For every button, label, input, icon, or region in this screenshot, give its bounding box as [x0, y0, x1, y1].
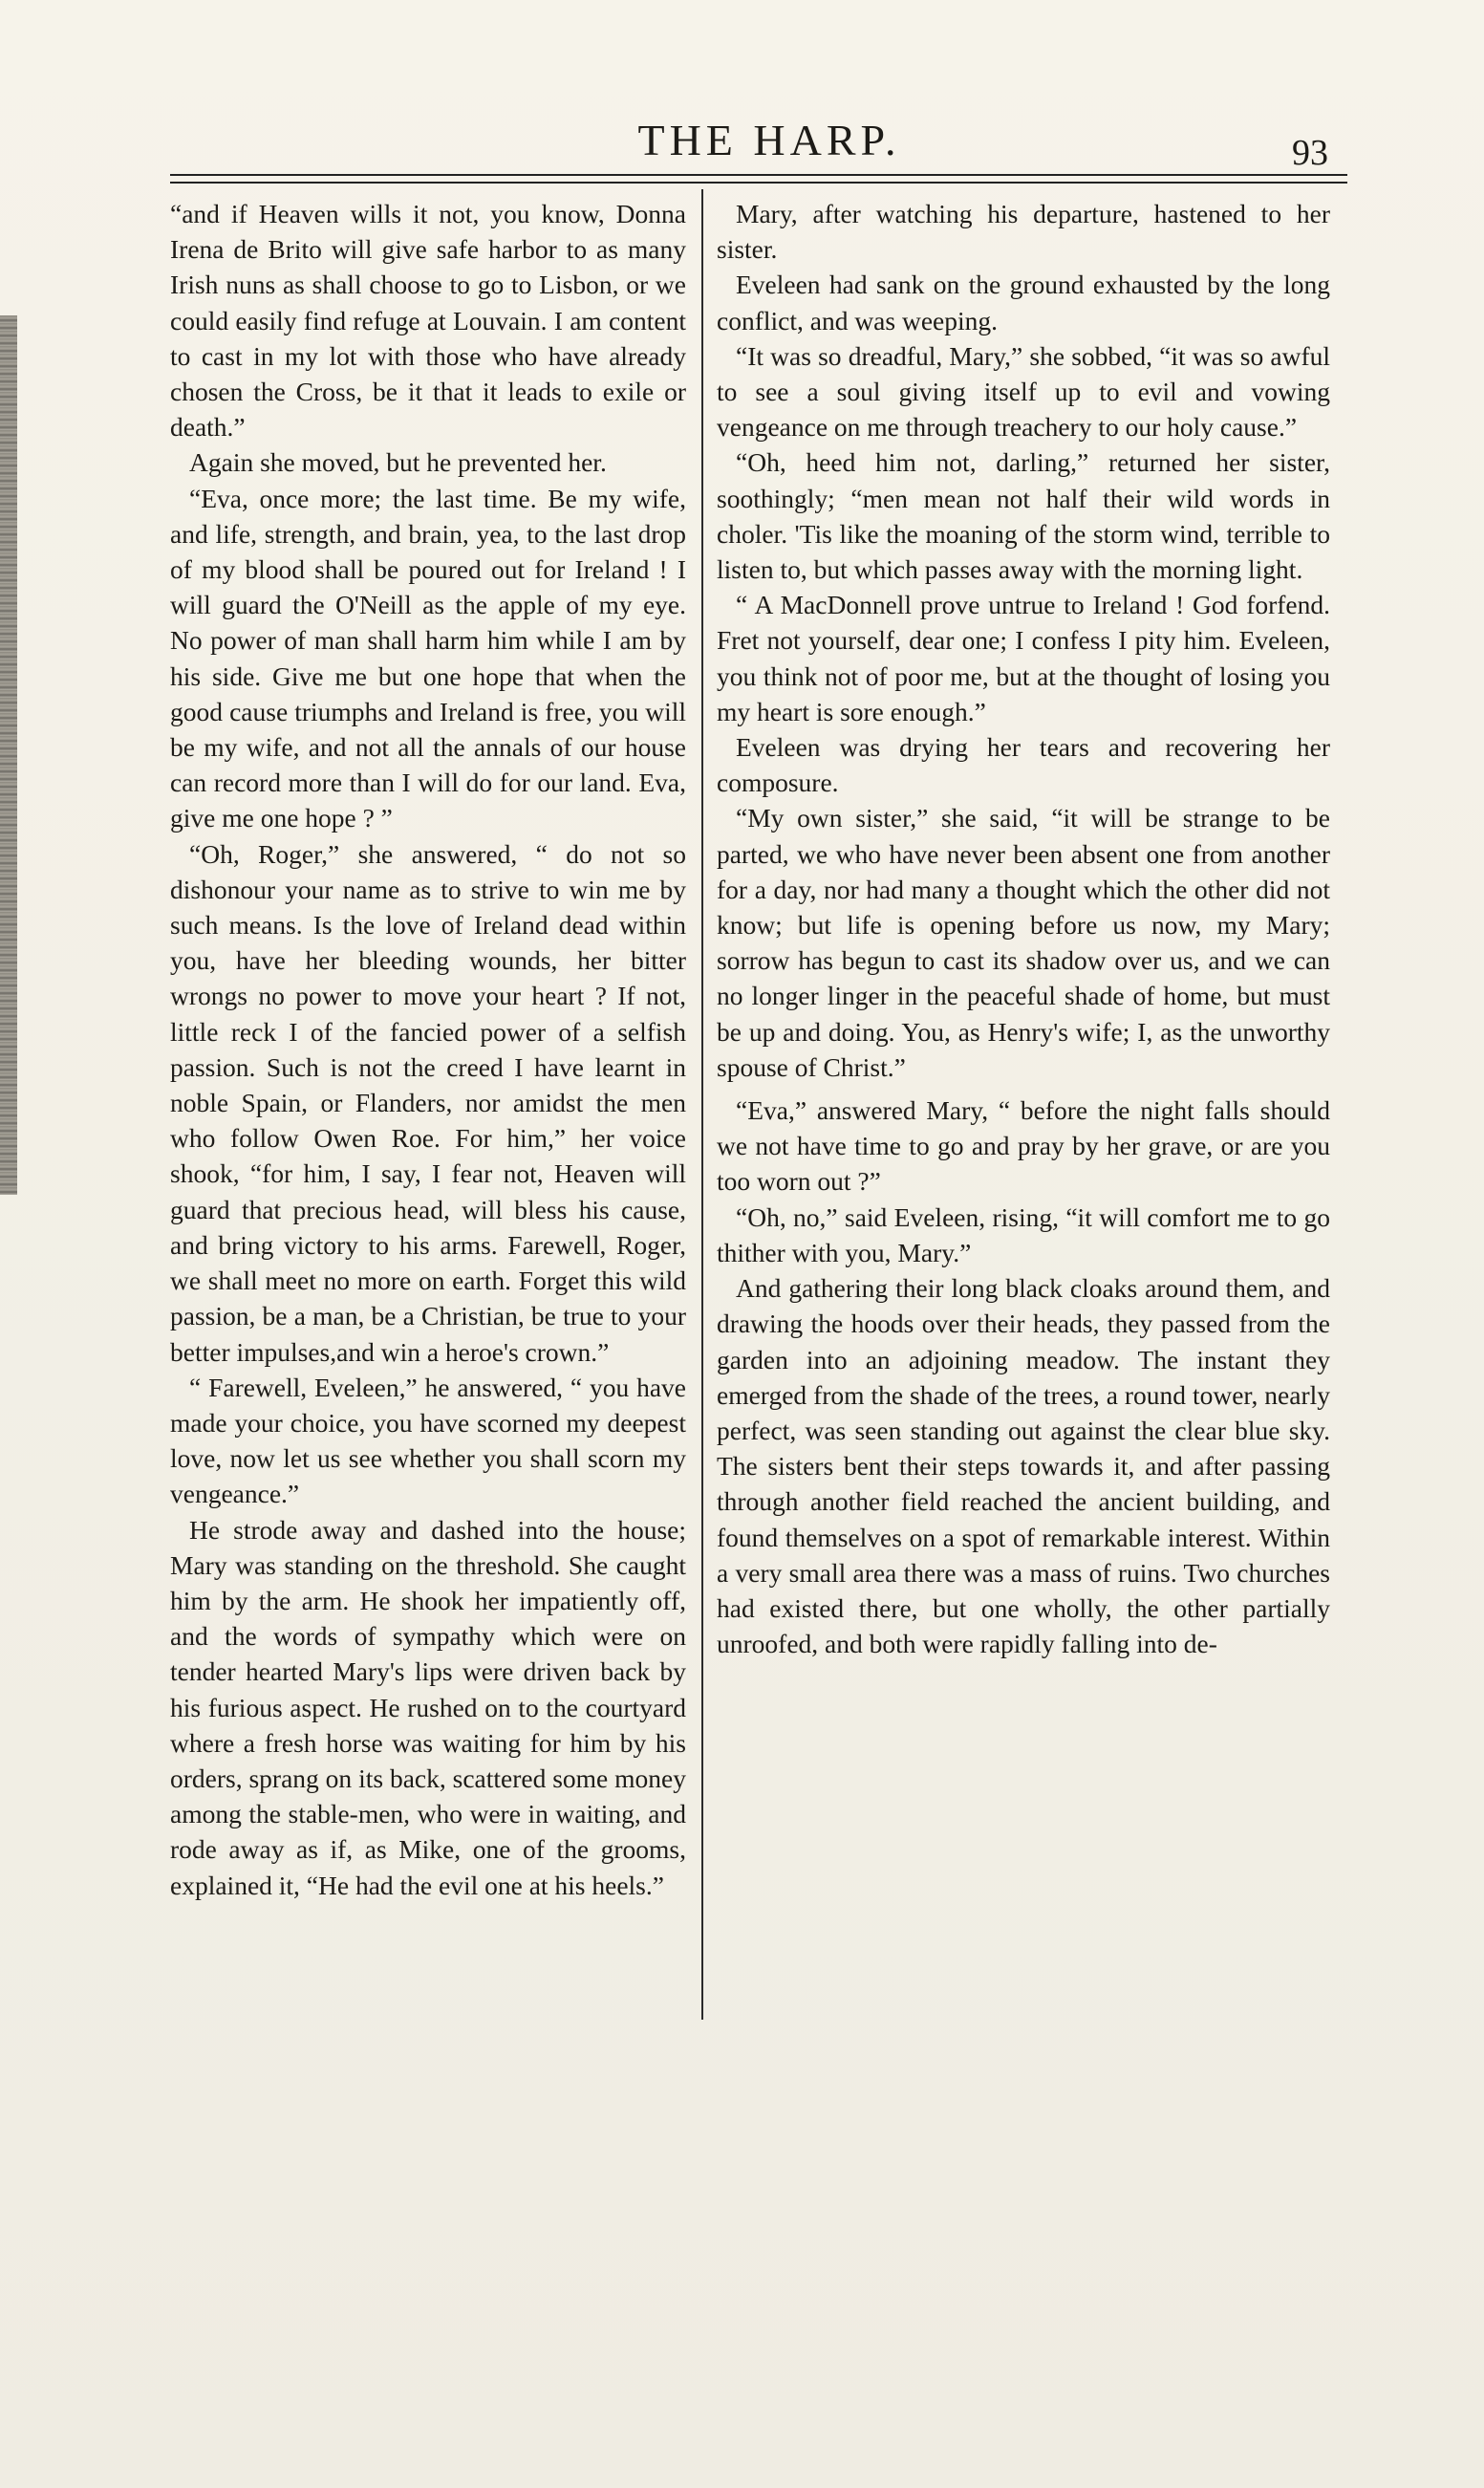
left-column — [170, 196, 686, 1903]
paragraph: “Eva,” answered Mary, “ before the night falls should we not have time to go and pray by her grave, or are you too worn out ?” — [717, 1095, 1330, 1197]
paragraph: “Eva, once more; the last time. Be my wife, and life, strength, and brain, yea, to the last drop of my blood shall be poured out for Ireland ! I will guard the O'Neill as the apple of my eye. No power of man shall harm him while I am by his side. Give me but one hope that when the good cause triumphs and Ireland is free, you will be my wife, and not all the annals of our house can record more than I will do for our land. Eva, give me one hope ? ” — [170, 483, 686, 833]
paragraph: “Oh, no,” said Eveleen, rising, “it will comfort me to go thither with you, Mary.” — [717, 1201, 1330, 1267]
page-header — [172, 113, 1347, 173]
paragraph: “Oh, heed him not, darling,” returned her sister, soothingly; “men mean not half their wild words in choler. 'Tis like the moaning of the storm wind, terrible to listen to, but which passes away with the morning light. — [717, 447, 1330, 585]
header-rule-top — [170, 174, 1347, 176]
page-number: 93 — [1292, 133, 1328, 173]
paragraph: And gathering their long black cloaks around them, and drawing the hoods over their heads, they passed from the garden into an adjoining meadow. The instant they emerged from the shade of the trees, a round tower, nearly perfect, was seen standing out against the clear blue sky. The sisters bent their steps towards it, and after passing through another field reached the ancient building, and found themselves on a spot of remarkable interest. Within a very small area there was a mass of ruins. Two churches had existed there, but one wholly, the other partially unroofed, and both were rapidly falling into de- — [717, 1273, 1330, 1659]
binding-edge — [0, 315, 17, 1195]
paragraph: “ Farewell, Eveleen,” he answered, “ you have made your choice, you have scorned my deepest love, now let us see whether you shall scorn my vengeance.” — [170, 1372, 686, 1509]
paragraph: Again she moved, but he prevented her. — [189, 447, 607, 478]
paragraph: “Oh, Roger,” she answered, “ do not so dishonour your name as to strive to win me by such means. Is the love of Ireland dead within you, have her bleeding wounds, her bitter wrongs no power to move your heart ? If not, little reck I of the fancied power of a selfish passion. Such is not the creed I have learnt in noble Spain, or Flanders, nor amidst the men who follow Owen Roe. For him,” her voice shook, “for him, I say, I fear not, Heaven will guard that precious head, will bless his cause, and bring victory to his arms. Farewell, Roger, we shall meet no more on earth. Forget this wild passion, be a man, be a Christian, be true to your better impulses,and win a heroe's crown.” — [170, 838, 686, 1367]
paragraph: “My own sister,” she said, “it will be strange to be parted, we who have never been absent one from another for a day, nor had many a thought which the other did not know; but life is opening before us now, my Mary; sorrow has begun to cast its shadow over us, and we can no longer linger in the peaceful shade of home, but must be up and doing. You, as Henry's wife; I, as the unworthy spouse of Christ.” — [717, 803, 1330, 1082]
paragraph: “and if Heaven wills it not, you know, Donna Irena de Brito will give safe harbor to as many Irish nuns as shall choose to go to Lisbon, or we could easily find refuge at Louvain. I am content to cast in my lot with those who have already chosen the Cross, be it that it leads to exile or death.” — [170, 199, 686, 443]
paragraph: “It was so dreadful, Mary,” she sobbed, “it was so awful to see a soul giving itself up to evil and vowing vengeance on me through treachery to our holy cause.” — [717, 340, 1330, 443]
right-column — [717, 196, 1330, 1661]
running-title: THE HARP. — [637, 116, 901, 164]
paragraph-gap — [717, 1085, 1330, 1093]
paragraph: Eveleen was drying her tears and recovering her composure. — [717, 732, 1330, 798]
column-divider — [701, 189, 703, 2020]
header-rule-bottom — [170, 182, 1347, 184]
paragraph: Mary, after watching his departure, hastened to her sister. — [717, 199, 1330, 265]
paragraph: Eveleen had sank on the ground exhausted by the long conflict, and was weeping. — [717, 270, 1330, 335]
paragraph: “ A MacDonnell prove untrue to Ireland ! God forfend. Fret not yourself, dear one; I confess I pity him. Eveleen, you think not of poor me, but at the thought of losing you my heart is sore enough.” — [717, 590, 1330, 726]
paragraph: He strode away and dashed into the house; Mary was standing on the threshold. She caught him by the arm. He shook her impatiently off, and the words of sympathy which were on tender hearted Mary's lips were driven back by his furious aspect. He rushed on to the courtyard where a fresh horse was waiting for him by his orders, sprang on its back, scattered some money among the stable-men, who were in waiting, and rode away as if, as Mike, one of the grooms, explained it, “He had the evil one at his heels.” — [170, 1514, 686, 1900]
